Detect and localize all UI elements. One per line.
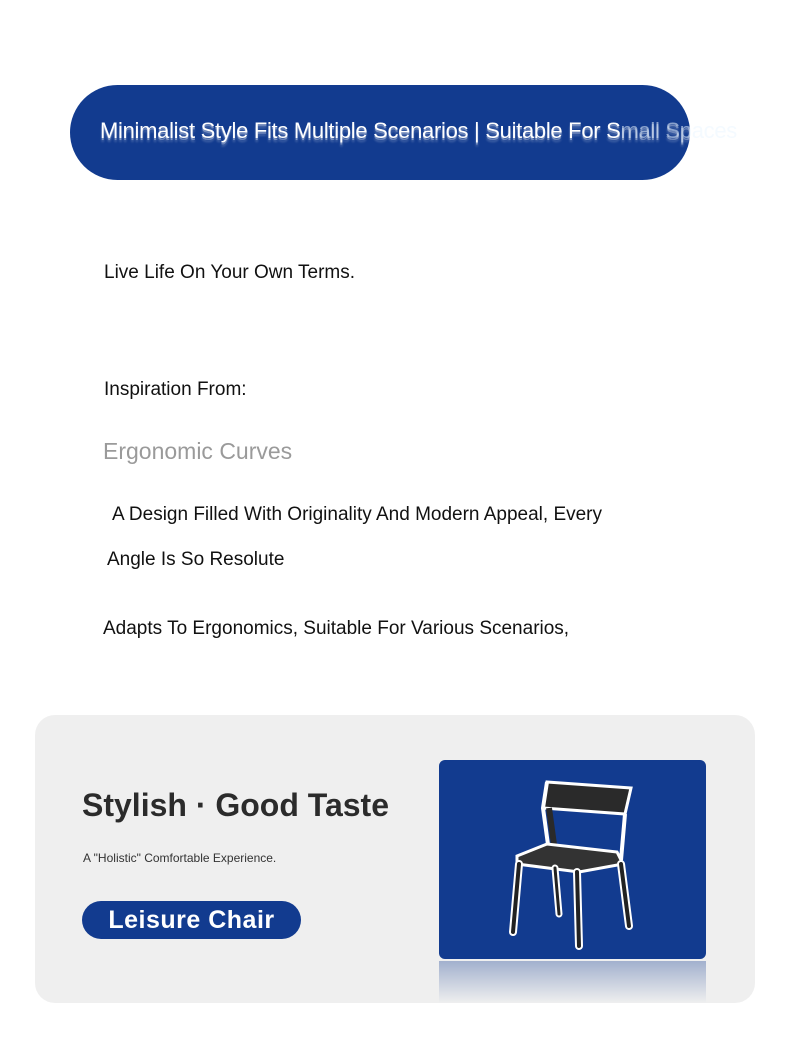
design-description-line-2: Angle Is So Resolute [107, 549, 285, 570]
chair-image [439, 760, 706, 959]
card-title: Stylish · Good Taste [82, 787, 389, 823]
ergonomics-text: Adapts To Ergonomics, Suitable For Various Scenarios, [103, 618, 570, 639]
tagline: Live Life On Your Own Terms. [104, 262, 355, 283]
banner-text: Minimalist Style Fits Multiple Scenarios | Suitable For Small Spaces [100, 118, 737, 143]
product-card [35, 715, 755, 1003]
image-reflection [439, 961, 706, 1003]
chair-icon [439, 760, 706, 959]
inspiration-value: Ergonomic Curves [103, 438, 293, 464]
inspiration-label: Inspiration From: [104, 379, 247, 400]
leisure-chair-badge: Leisure Chair [82, 901, 301, 939]
design-description-line-1: A Design Filled With Originality And Modern Appeal, Every [112, 504, 603, 525]
card-subtitle: A "Holistic" Comfortable Experience. [83, 851, 277, 865]
